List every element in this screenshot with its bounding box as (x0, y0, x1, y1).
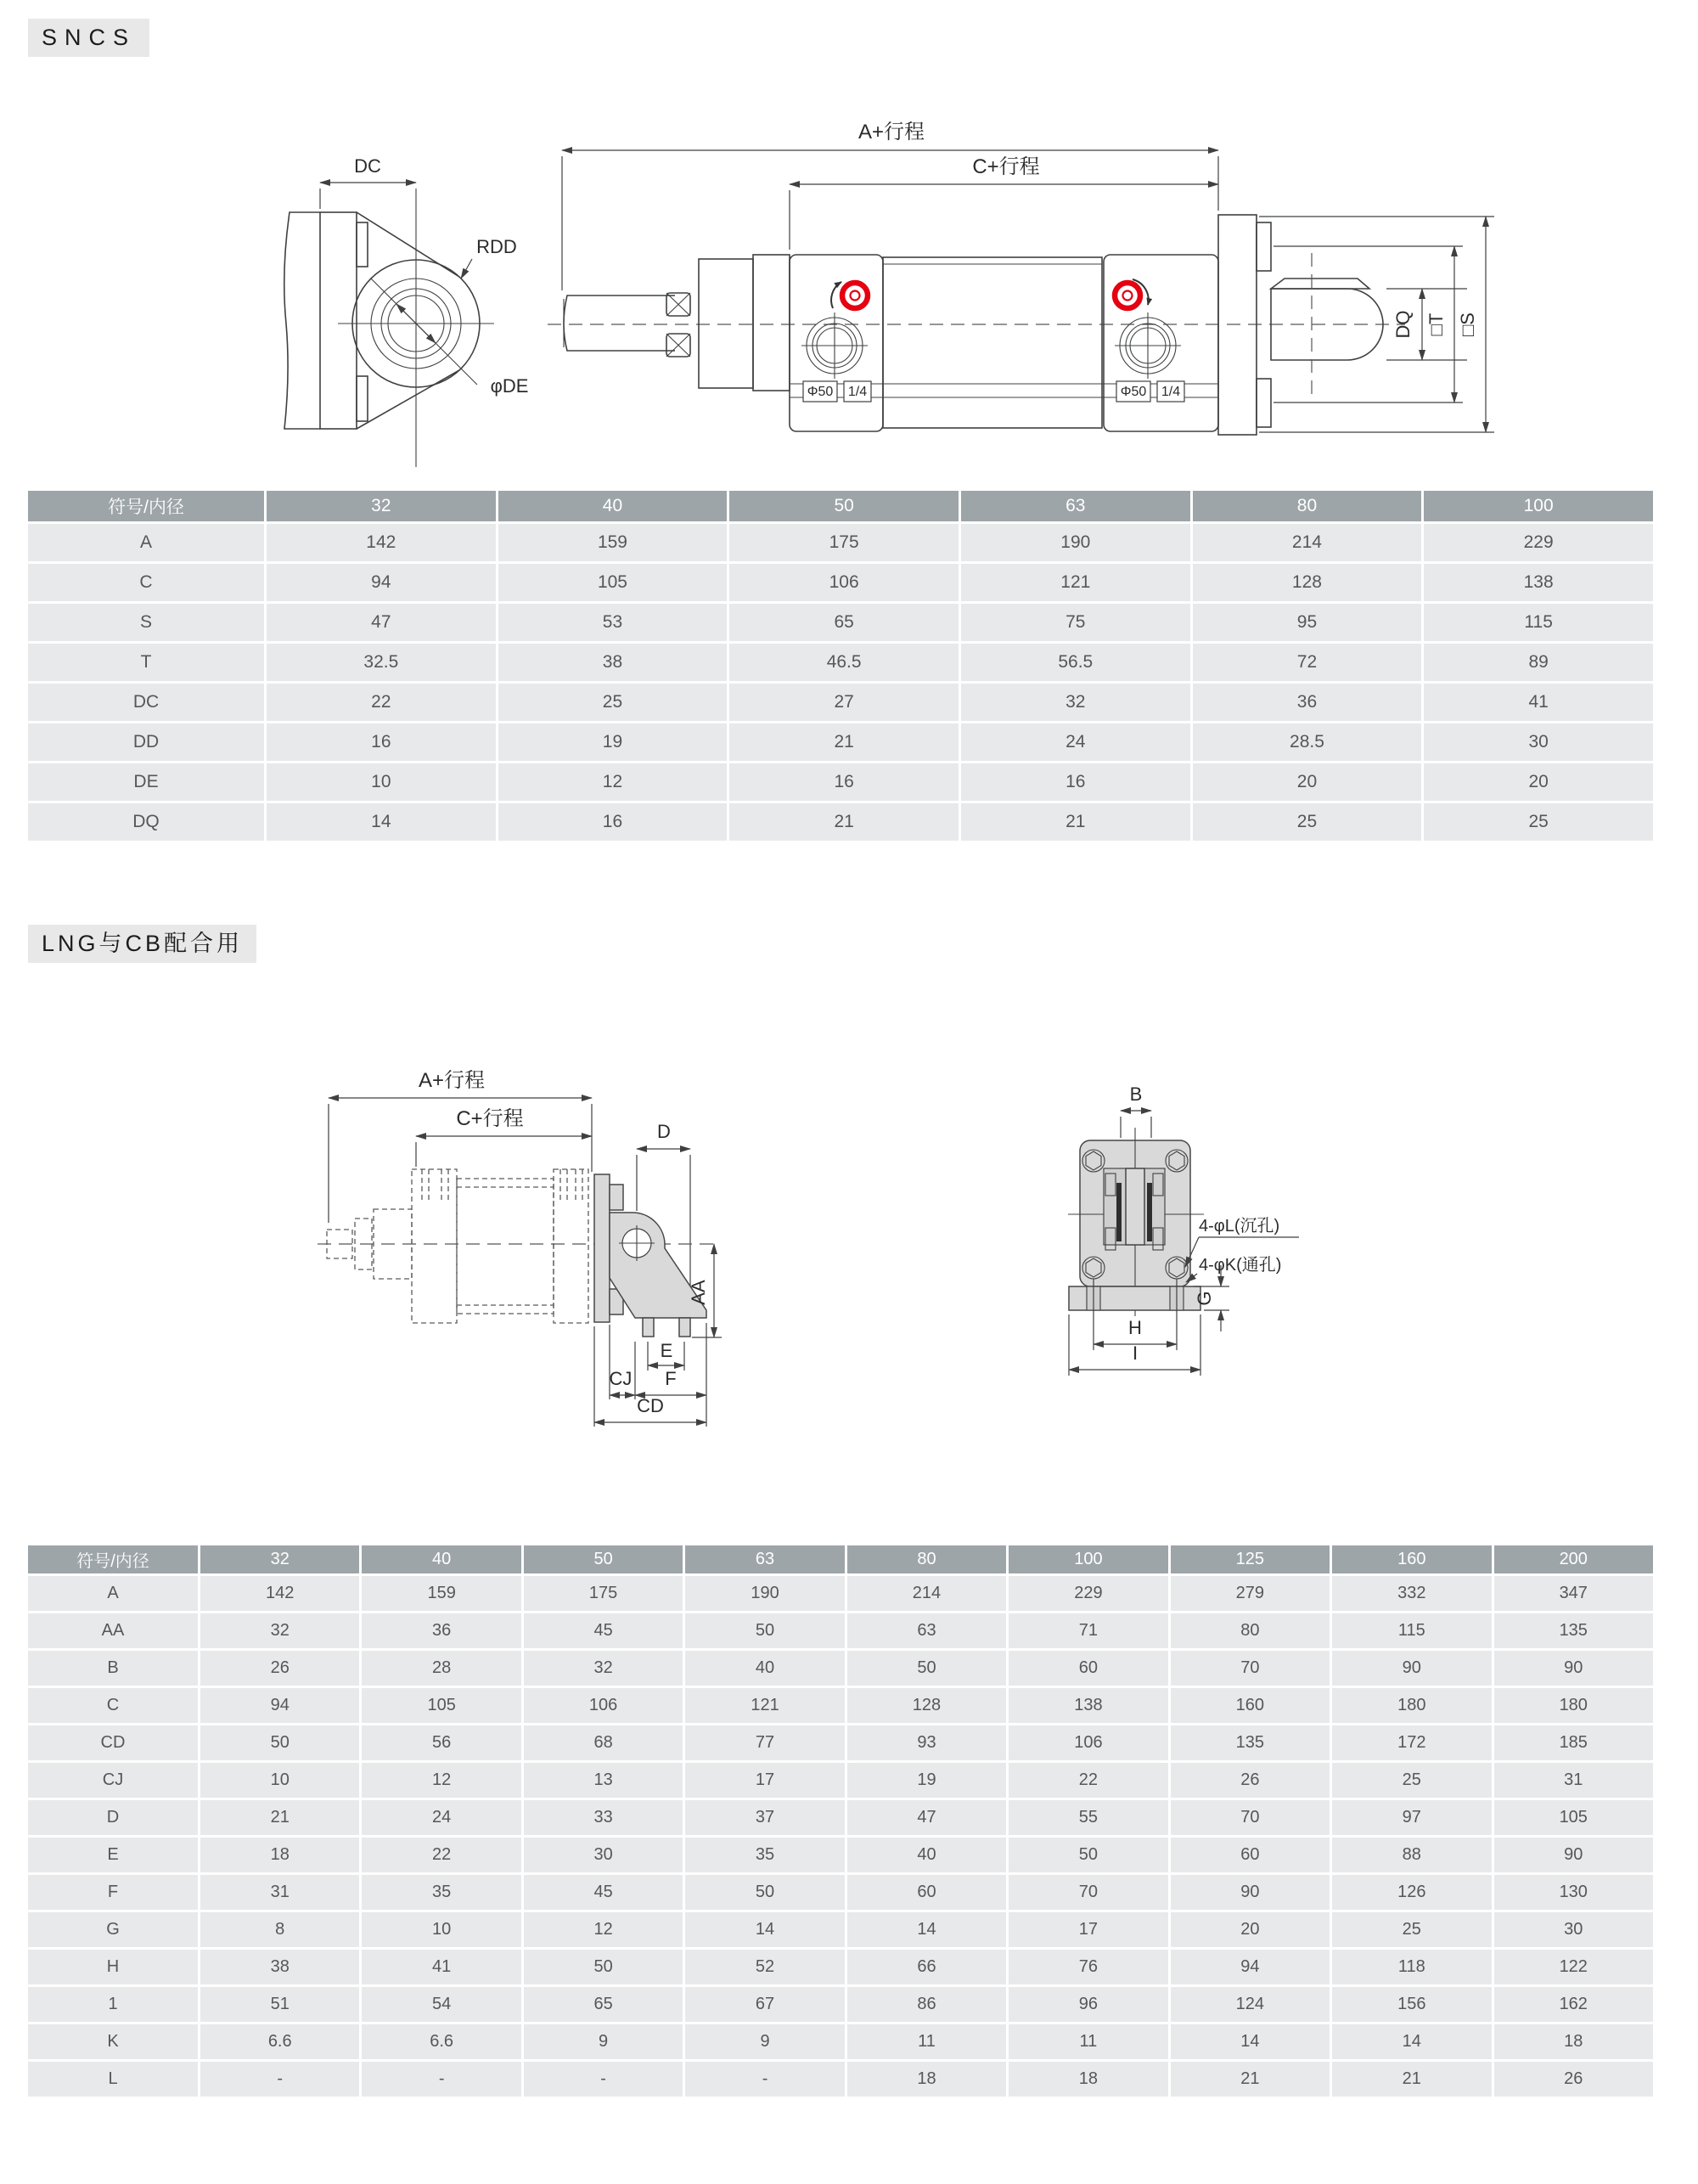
dimension-value: 14 (1171, 2024, 1330, 2059)
dimension-value: 51 (200, 1987, 359, 2022)
dimension-value: 10 (200, 1763, 359, 1798)
table-row-G (28, 1912, 1653, 1947)
dimension-value: 32 (200, 1613, 359, 1648)
dimension-value: 17 (685, 1763, 844, 1798)
dimension-value: 21 (729, 803, 959, 841)
dim-label-cj: CJ (609, 1368, 633, 1389)
dimension-value: 80 (1171, 1613, 1330, 1648)
table-row-K (28, 2024, 1653, 2059)
dimension-value: 172 (1332, 1725, 1491, 1760)
dimension-value: 115 (1332, 1613, 1491, 1648)
dimension-value: 38 (200, 1950, 359, 1984)
dimension-value: 14 (267, 803, 496, 841)
dimension-value: 41 (1424, 684, 1653, 721)
lng-cb-assembly-side (318, 1069, 722, 1427)
dim-label-a-stroke: A+行程 (418, 1069, 486, 1092)
dimension-value: 22 (267, 684, 496, 721)
header-bore-50: 50 (729, 491, 959, 521)
dimension-table-lng-cb (25, 1543, 1656, 2099)
header-bore-200: 200 (1494, 1545, 1654, 1573)
dimension-value: 77 (685, 1725, 844, 1760)
header-bore-63: 63 (685, 1545, 844, 1573)
table-row-DQ (28, 803, 1653, 841)
header-bore-40: 40 (362, 1545, 520, 1573)
dimension-value: 50 (200, 1725, 359, 1760)
dimension-value: 67 (685, 1987, 844, 2022)
row-label: F (28, 1875, 198, 1910)
dim-label-s: □S (1457, 312, 1478, 336)
table-row-CJ (28, 1763, 1653, 1798)
row-label: C (28, 564, 264, 601)
dimension-value: 50 (524, 1950, 683, 1984)
row-label: DC (28, 684, 264, 721)
table-row-B (28, 1651, 1653, 1686)
dimension-value: 54 (362, 1987, 520, 2022)
dimension-value: 24 (961, 723, 1190, 761)
dimension-value: 128 (847, 1688, 1006, 1723)
dimension-value: 90 (1171, 1875, 1330, 1910)
dimension-value: 40 (685, 1651, 844, 1686)
cushion-adjuster-rear-icon (1115, 279, 1149, 308)
row-label: D (28, 1800, 198, 1835)
row-label: CD (28, 1725, 198, 1760)
dimension-value: 90 (1494, 1838, 1654, 1872)
cb-bracket-front-view (1068, 1084, 1299, 1376)
dimension-value: 115 (1424, 604, 1653, 641)
row-label: T (28, 644, 264, 681)
dimension-value: 32 (961, 684, 1190, 721)
dimension-value: 55 (1009, 1800, 1167, 1835)
header-symbol-bore: 符号/内径 (28, 1545, 198, 1573)
dimension-value: 214 (1193, 524, 1422, 561)
clevis-end-view (284, 155, 529, 467)
dimension-value: 122 (1494, 1950, 1654, 1984)
callout-counterbore: 4-φL(沉孔) (1199, 1217, 1280, 1236)
dim-label-dq: DQ (1392, 310, 1414, 339)
dimension-value: 18 (1494, 2024, 1654, 2059)
header-bore-80: 80 (847, 1545, 1006, 1573)
header-bore-160: 160 (1332, 1545, 1491, 1573)
table-row-F (28, 1875, 1653, 1910)
dimension-value: 20 (1193, 763, 1422, 801)
dim-label-cd: CD (637, 1395, 664, 1416)
dimension-value: 89 (1424, 644, 1653, 681)
dim-label-g: G (1194, 1291, 1215, 1306)
section-title-sncs: SNCS (28, 19, 149, 57)
table-row-S (28, 604, 1653, 641)
dimension-value: 94 (267, 564, 496, 601)
dimension-value: 71 (1009, 1613, 1167, 1648)
dimension-value: 142 (200, 1576, 359, 1611)
dimension-value: 214 (847, 1576, 1006, 1611)
dimension-value: 106 (524, 1688, 683, 1723)
dimension-value: 121 (685, 1688, 844, 1723)
dimension-value: 18 (200, 1838, 359, 1872)
header-bore-100: 100 (1009, 1545, 1167, 1573)
dimension-value: 20 (1424, 763, 1653, 801)
dimension-value: 135 (1494, 1613, 1654, 1648)
table-row-1 (28, 1987, 1653, 2022)
dimension-value: 14 (847, 1912, 1006, 1947)
dimension-value: 17 (1009, 1912, 1167, 1947)
row-label: A (28, 524, 264, 561)
dimension-value: 332 (1332, 1576, 1491, 1611)
section-title-lng-cb: LNG与CB配合用 (28, 925, 256, 963)
dimension-value: 128 (1193, 564, 1422, 601)
dimension-value: 175 (729, 524, 959, 561)
dimension-value: 86 (847, 1987, 1006, 2022)
dimension-value: 38 (498, 644, 728, 681)
dimension-value: 56.5 (961, 644, 1190, 681)
dimension-value: 70 (1171, 1800, 1330, 1835)
row-label: 1 (28, 1987, 198, 2022)
dim-label-rdd: RDD (476, 236, 517, 257)
drawing-sncs (284, 121, 1494, 467)
dimension-value: 93 (847, 1725, 1006, 1760)
table-row-T (28, 644, 1653, 681)
table-row-H (28, 1950, 1653, 1984)
dimension-table-sncs (25, 488, 1656, 843)
dimension-value: 175 (524, 1576, 683, 1611)
dimension-value: 25 (1332, 1912, 1491, 1947)
dimension-value: 185 (1494, 1725, 1654, 1760)
dimension-value: 60 (1009, 1651, 1167, 1686)
dimension-value: 14 (685, 1912, 844, 1947)
dimension-value: 180 (1494, 1688, 1654, 1723)
dimension-value: 40 (847, 1838, 1006, 1872)
dimension-value: 25 (1332, 1763, 1491, 1798)
dimension-value: 106 (729, 564, 959, 601)
row-label: G (28, 1912, 198, 1947)
row-label: A (28, 1576, 198, 1611)
dimension-value: - (685, 2062, 844, 2097)
dimension-value: 72 (1193, 644, 1422, 681)
callout-through-hole: 4-φK(通孔) (1199, 1256, 1282, 1275)
row-label: DD (28, 723, 264, 761)
dimension-value: 46.5 (729, 644, 959, 681)
dimension-value: 142 (267, 524, 496, 561)
port-rear (1115, 312, 1181, 379)
dimension-value: 159 (498, 524, 728, 561)
header-bore-32: 32 (200, 1545, 359, 1573)
dimension-value: 56 (362, 1725, 520, 1760)
dimension-value: 12 (362, 1763, 520, 1798)
dimension-value: 26 (1171, 1763, 1330, 1798)
dimension-value: 11 (1009, 2024, 1167, 2059)
dimension-value: 26 (1494, 2062, 1654, 2097)
dimension-value: 28 (362, 1651, 520, 1686)
dimension-value: 10 (362, 1912, 520, 1947)
dimension-value: 118 (1332, 1950, 1491, 1984)
dimension-value: 32.5 (267, 644, 496, 681)
row-label: DE (28, 763, 264, 801)
dimension-value: 16 (961, 763, 1190, 801)
dimension-value: 26 (200, 1651, 359, 1686)
dimension-value: 180 (1332, 1688, 1491, 1723)
table-row-C (28, 564, 1653, 601)
dimension-value: 105 (362, 1688, 520, 1723)
dimension-value: 21 (200, 1800, 359, 1835)
dimension-value: 31 (200, 1875, 359, 1910)
port-size-tag: Φ50 (1120, 385, 1147, 399)
table-row-DD (28, 723, 1653, 761)
dimension-value: 75 (961, 604, 1190, 641)
dimension-value: 12 (498, 763, 728, 801)
dimension-value: 28.5 (1193, 723, 1422, 761)
dimension-value: 95 (1193, 604, 1422, 641)
table-row-E (28, 1838, 1653, 1872)
dimension-value: 124 (1171, 1987, 1330, 2022)
dimension-value: 6.6 (200, 2024, 359, 2059)
dimension-value: 16 (729, 763, 959, 801)
table-row-AA (28, 1613, 1653, 1648)
dimension-value: 229 (1424, 524, 1653, 561)
dim-label-dc: DC (354, 155, 381, 177)
dimension-value: 347 (1494, 1576, 1654, 1611)
dimension-value: 50 (685, 1613, 844, 1648)
dimension-value: 96 (1009, 1987, 1167, 2022)
dimension-value: 190 (685, 1576, 844, 1611)
dimension-value: 65 (524, 1987, 683, 2022)
dimension-value: 159 (362, 1576, 520, 1611)
dimension-value: 25 (1424, 803, 1653, 841)
dimension-value: 41 (362, 1950, 520, 1984)
dimension-value: 16 (267, 723, 496, 761)
table-row-CD (28, 1725, 1653, 1760)
dimension-value: 37 (685, 1800, 844, 1835)
row-label: CJ (28, 1763, 198, 1798)
dimension-value: 21 (729, 723, 959, 761)
dim-label-i: I (1132, 1342, 1139, 1364)
dimension-value: 14 (1332, 2024, 1491, 2059)
dimension-value: 279 (1171, 1576, 1330, 1611)
row-label: H (28, 1950, 198, 1984)
dimension-value: 156 (1332, 1987, 1491, 2022)
row-label: K (28, 2024, 198, 2059)
table-row-DE (28, 763, 1653, 801)
dimension-value: 9 (685, 2024, 844, 2059)
dimension-value: 190 (961, 524, 1190, 561)
dimension-value: 90 (1494, 1651, 1654, 1686)
dimension-value: 50 (1009, 1838, 1167, 1872)
dim-label-h: H (1128, 1317, 1142, 1338)
dimension-value: 135 (1171, 1725, 1330, 1760)
dimension-value: 6.6 (362, 2024, 520, 2059)
dimension-value: 45 (524, 1875, 683, 1910)
dimension-value: 13 (524, 1763, 683, 1798)
table-row-D (28, 1800, 1653, 1835)
table-row-C (28, 1688, 1653, 1723)
port-size-tag: Φ50 (807, 385, 834, 399)
dimension-value: 60 (847, 1875, 1006, 1910)
table-row-L (28, 2062, 1653, 2097)
dimension-value: 16 (498, 803, 728, 841)
dimension-value: 30 (1424, 723, 1653, 761)
dimension-value: 22 (362, 1838, 520, 1872)
dimension-value: 21 (961, 803, 1190, 841)
row-label: DQ (28, 803, 264, 841)
dimension-value: 126 (1332, 1875, 1491, 1910)
dim-label-c-stroke: C+行程 (972, 155, 1040, 178)
dimension-value: 36 (362, 1613, 520, 1648)
dimension-value: 70 (1009, 1875, 1167, 1910)
header-bore-40: 40 (498, 491, 728, 521)
dimension-value: 22 (1009, 1763, 1167, 1798)
dimension-value: 12 (524, 1912, 683, 1947)
dimension-value: 47 (267, 604, 496, 641)
dimension-value: 18 (1009, 2062, 1167, 2097)
drawing-lng-cb (318, 1069, 1299, 1427)
row-label: E (28, 1838, 198, 1872)
dimension-value: 162 (1494, 1987, 1654, 2022)
dimension-value: 70 (1171, 1651, 1330, 1686)
dimension-value: 97 (1332, 1800, 1491, 1835)
dimension-value: 35 (685, 1838, 844, 1872)
dimension-value: 105 (498, 564, 728, 601)
dimension-value: 68 (524, 1725, 683, 1760)
port-front (801, 312, 868, 379)
header-bore-63: 63 (961, 491, 1190, 521)
cylinder-side-view (548, 121, 1494, 435)
dimension-value: 105 (1494, 1800, 1654, 1835)
dimension-value: 160 (1171, 1688, 1330, 1723)
header-bore-32: 32 (267, 491, 496, 521)
dimension-value: 52 (685, 1950, 844, 1984)
dim-label-aa: AA (688, 1280, 709, 1305)
dim-label-e: E (660, 1340, 673, 1361)
dimension-value: 25 (1193, 803, 1422, 841)
dimension-value: 90 (1332, 1651, 1491, 1686)
row-label: C (28, 1688, 198, 1723)
dimension-value: 47 (847, 1800, 1006, 1835)
dimension-value: 66 (847, 1950, 1006, 1984)
dimension-value: 24 (362, 1800, 520, 1835)
dimension-value: 94 (1171, 1950, 1330, 1984)
dimension-value: 53 (498, 604, 728, 641)
dimension-value: 30 (524, 1838, 683, 1872)
dimension-value: 20 (1171, 1912, 1330, 1947)
dimension-value: 27 (729, 684, 959, 721)
dimension-value: 63 (847, 1613, 1006, 1648)
row-label: B (28, 1651, 198, 1686)
port-thread-tag: 1/4 (1161, 385, 1181, 399)
dimension-value: 94 (200, 1688, 359, 1723)
dimension-value: 106 (1009, 1725, 1167, 1760)
dimension-value: 11 (847, 2024, 1006, 2059)
dim-label-a-stroke: A+行程 (857, 121, 925, 144)
header-bore-50: 50 (524, 1545, 683, 1573)
dimension-value: 76 (1009, 1950, 1167, 1984)
dimension-value: 31 (1494, 1763, 1654, 1798)
dimension-value: 10 (267, 763, 496, 801)
table-header-row (28, 491, 1653, 521)
table-row-DC (28, 684, 1653, 721)
dim-label-b: B (1129, 1084, 1143, 1105)
dimension-value: 45 (524, 1613, 683, 1648)
header-bore-125: 125 (1171, 1545, 1330, 1573)
dimension-value: 50 (847, 1651, 1006, 1686)
header-symbol-bore: 符号/内径 (28, 491, 264, 521)
header-bore-100: 100 (1424, 491, 1653, 521)
dimension-value: 138 (1424, 564, 1653, 601)
dim-label-t: □T (1425, 312, 1447, 336)
dim-label-d: D (657, 1121, 671, 1142)
dimension-value: 50 (685, 1875, 844, 1910)
dimension-value: 121 (961, 564, 1190, 601)
dimension-value: 19 (847, 1763, 1006, 1798)
dimension-value: 60 (1171, 1838, 1330, 1872)
dimension-value: 9 (524, 2024, 683, 2059)
table-row-A (28, 1576, 1653, 1611)
dimension-value: 18 (847, 2062, 1006, 2097)
dimension-value: 21 (1332, 2062, 1491, 2097)
port-thread-tag: 1/4 (847, 385, 868, 399)
dimension-value: - (200, 2062, 359, 2097)
dimension-value: 130 (1494, 1875, 1654, 1910)
table-header-row (28, 1545, 1653, 1573)
cushion-adjuster-front-icon (831, 282, 868, 308)
dimension-value: 21 (1171, 2062, 1330, 2097)
dimension-value: 32 (524, 1651, 683, 1686)
row-label: L (28, 2062, 198, 2097)
dim-label-f: F (665, 1368, 677, 1389)
dimension-value: 36 (1193, 684, 1422, 721)
dimension-value: 33 (524, 1800, 683, 1835)
dimension-value: 35 (362, 1875, 520, 1910)
row-label: S (28, 604, 264, 641)
table-row-A (28, 524, 1653, 561)
dimension-value: 88 (1332, 1838, 1491, 1872)
dimension-value: 65 (729, 604, 959, 641)
dim-label-c-stroke: C+行程 (456, 1107, 524, 1130)
dimension-value: - (524, 2062, 683, 2097)
dimension-value: - (362, 2062, 520, 2097)
dimension-value: 30 (1494, 1912, 1654, 1947)
dimension-value: 19 (498, 723, 728, 761)
dim-label-de: φDE (490, 375, 529, 397)
header-bore-80: 80 (1193, 491, 1422, 521)
row-label: AA (28, 1613, 198, 1648)
dimension-value: 8 (200, 1912, 359, 1947)
dimension-value: 229 (1009, 1576, 1167, 1611)
dimension-value: 25 (498, 684, 728, 721)
dimension-value: 138 (1009, 1688, 1167, 1723)
